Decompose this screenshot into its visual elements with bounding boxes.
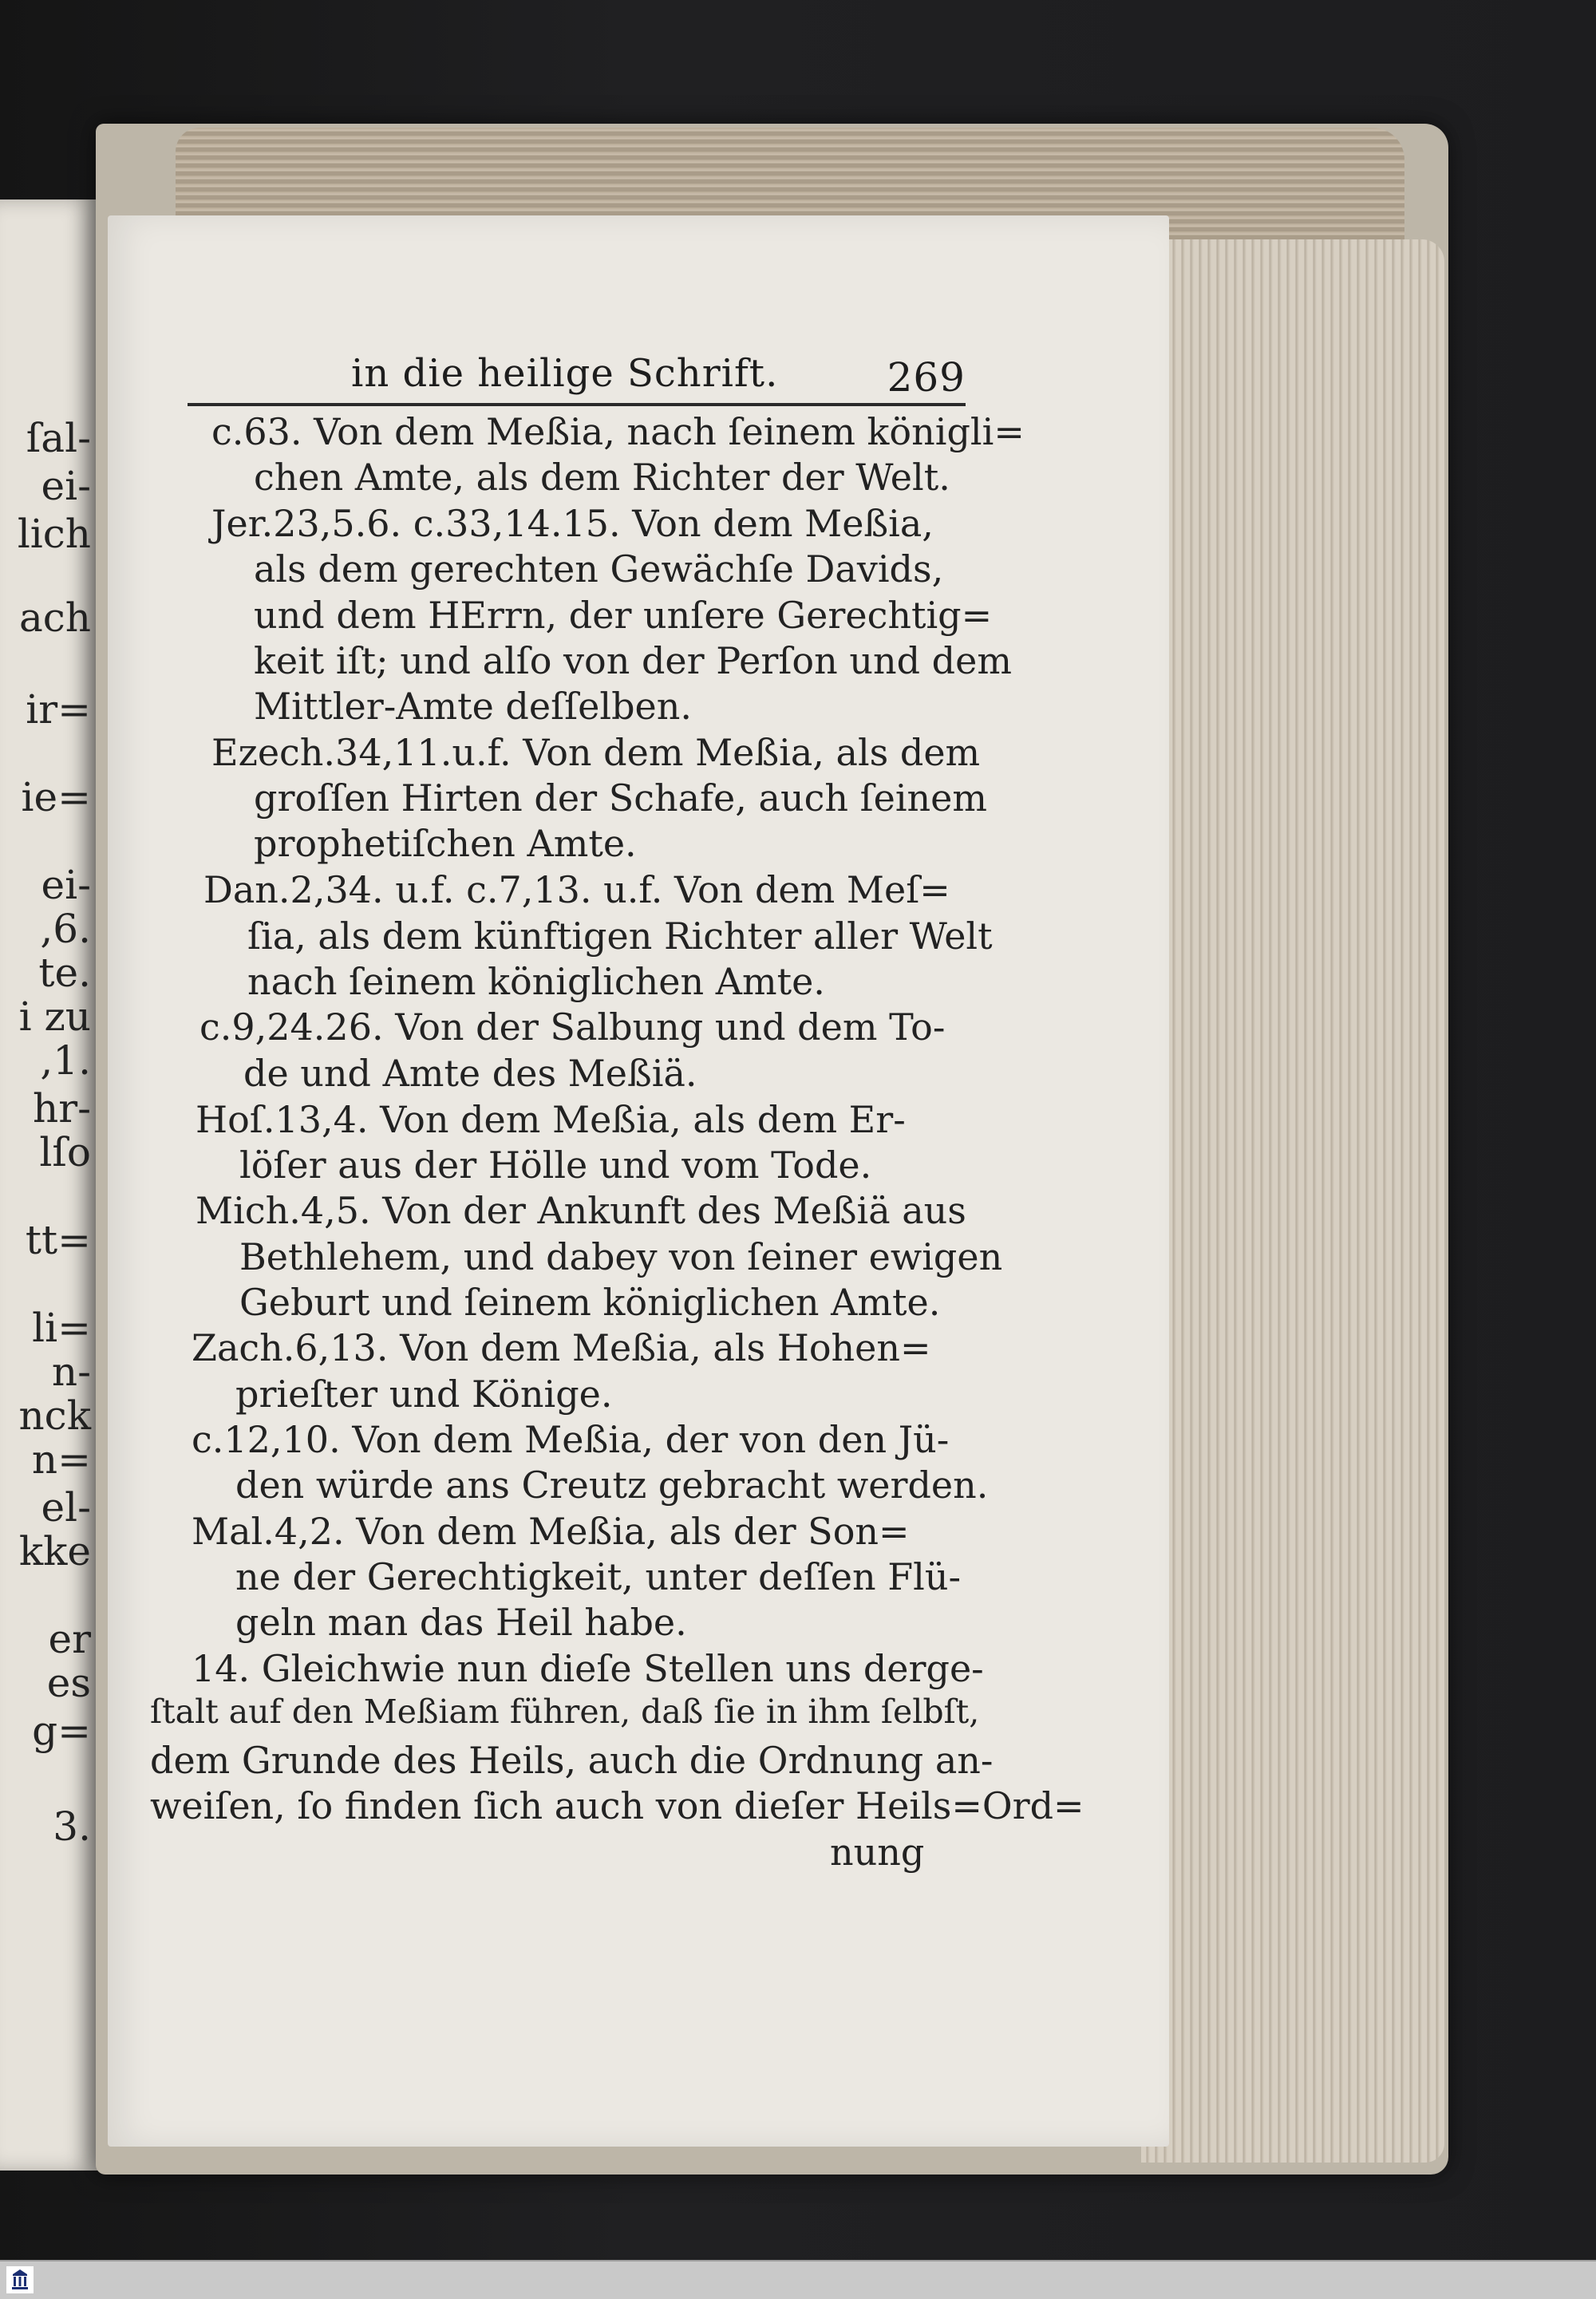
- left-fragment: ei-: [41, 862, 91, 908]
- text-line: Mal.4,2. Von dem Meßia, als der Son=: [192, 1510, 910, 1553]
- left-fragment: ,6.: [40, 906, 91, 952]
- text-line: geln man das Heil habe.: [235, 1601, 687, 1644]
- left-fragment: g=: [32, 1708, 91, 1754]
- text-line: Ezech.34,11.u.f. Von dem Meßia, als dem: [211, 731, 981, 774]
- text-line: de und Amte des Meßiä.: [243, 1052, 697, 1095]
- text-line: den würde ans Creutz gebracht werden.: [235, 1464, 989, 1507]
- catchword: nung: [830, 1831, 925, 1874]
- library-logo-icon: [6, 2266, 34, 2293]
- text-line: und dem HErrn, der unſere Gerechtig=: [254, 594, 993, 637]
- left-fragment: ,1.: [40, 1037, 91, 1084]
- left-fragment: ei-: [41, 463, 91, 509]
- left-fragment: lſo: [39, 1129, 91, 1175]
- text-line: ſia, als dem künftigen Richter aller Welt: [247, 914, 993, 958]
- text-line: prophetiſchen Amte.: [254, 822, 637, 865]
- text-line: chen Amte, als dem Richter der Welt.: [254, 456, 950, 499]
- left-fragment: er: [48, 1616, 91, 1662]
- left-fragment: n=: [31, 1436, 91, 1483]
- text-line: Dan.2,34. u.f. c.7,13. u.f. Von dem Meſ=: [203, 868, 950, 911]
- left-fragment: tt=: [25, 1217, 91, 1263]
- text-line: Bethlehem, und dabey von ſeiner ewigen: [239, 1235, 1003, 1278]
- left-fragment: hr-: [33, 1085, 91, 1132]
- text-line: prieſter und Könige.: [235, 1373, 613, 1416]
- left-fragment: kke: [18, 1528, 91, 1574]
- left-fragment: ir=: [26, 686, 91, 733]
- text-line: nach ſeinem königlichen Amte.: [247, 960, 825, 1003]
- left-fragment: el-: [41, 1484, 91, 1531]
- left-fragment: es: [46, 1660, 91, 1706]
- text-line: groſſen Hirten der Schafe, auch ſeinem: [254, 776, 988, 820]
- text-line: Zach.6,13. Von dem Meßia, als Hohen=: [192, 1326, 931, 1369]
- left-fragment: lich: [17, 511, 91, 557]
- left-fragment: nck: [18, 1392, 91, 1439]
- text-line: weiſen, ſo finden ſich auch von dieſer Heils=Ord=: [150, 1784, 1084, 1827]
- left-fragment: n-: [51, 1349, 91, 1395]
- text-line: Jer.23,5.6. c.33,14.15. Von dem Meßia,: [211, 502, 934, 545]
- text-line: keit iſt; und alſo von der Perſon und dem: [254, 639, 1012, 682]
- left-fragment: te.: [38, 950, 91, 996]
- text-line: Mich.4,5. Von der Ankunft des Meßiä aus: [196, 1189, 966, 1232]
- text-line: Mittler-Amte deſſelben.: [254, 685, 692, 728]
- left-fragment: 3.: [53, 1803, 91, 1850]
- text-line: als dem gerechten Gewächſe Davids,: [254, 547, 944, 591]
- text-line: ne der Gerechtigkeit, unter deſſen Flü-: [235, 1555, 962, 1598]
- text-line: 14. Gleichwie nun dieſe Stellen uns derge-: [192, 1647, 984, 1690]
- left-fragment: ach: [18, 595, 91, 641]
- text-line: ſtalt auf den Meßiam führen, daß ſie in ihm ſelbſt,: [150, 1693, 980, 1731]
- text-line: dem Grunde des Heils, auch die Ordnung an-: [150, 1739, 994, 1782]
- text-line: Geburt und ſeinem königlichen Amte.: [239, 1281, 941, 1324]
- text-line: Hoſ.13,4. Von dem Meßia, als dem Er-: [196, 1098, 906, 1141]
- text-line: c.63. Von dem Meßia, nach ſeinem königli=: [211, 410, 1025, 453]
- page-number: 269: [887, 354, 966, 401]
- text-line: löſer aus der Hölle und vom Tode.: [239, 1144, 872, 1187]
- left-fragment: ſal-: [26, 415, 91, 461]
- running-head-title: in die heilige Schrift.: [351, 351, 779, 396]
- left-fragment: li=: [32, 1305, 91, 1351]
- left-fragment: ie=: [21, 774, 91, 820]
- left-fragment: i zu: [18, 993, 91, 1040]
- text-line: c.12,10. Von dem Meßia, der von den Jü-: [192, 1418, 950, 1461]
- viewer-footer-bar: [0, 2260, 1596, 2299]
- text-line: c.9,24.26. Von der Salbung und dem To-: [200, 1005, 946, 1049]
